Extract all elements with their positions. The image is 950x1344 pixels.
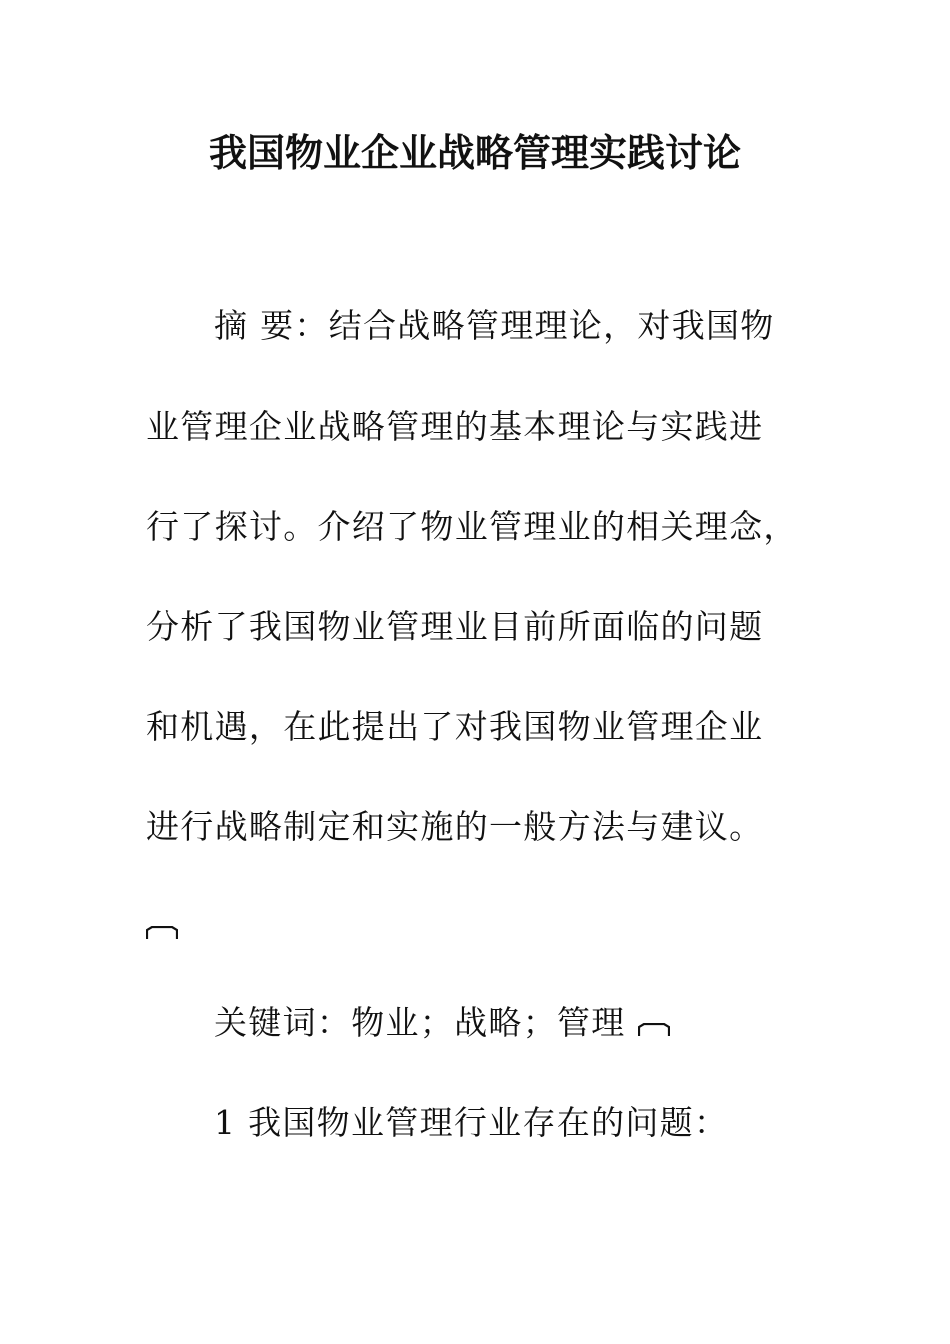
abstract-line-5: 和机遇，在此提出了对我国物业管理企业 bbox=[146, 707, 764, 746]
abstract-line-4: 分析了我国物业管理业目前所面临的问题 bbox=[146, 607, 764, 646]
abstract-line-3: 行了探讨。介绍了物业管理业的相关理念， bbox=[146, 507, 798, 546]
paragraph-mark-icon bbox=[638, 1023, 668, 1037]
keywords-line: 关键词：物业；战略；管理 bbox=[214, 1003, 626, 1042]
abstract-line-1: 摘 要：结合战略管理理论，对我国物 bbox=[214, 306, 775, 345]
document-title: 我国物业企业战略管理实践讨论 bbox=[208, 130, 741, 175]
abstract-line-2: 业管理企业战略管理的基本理论与实践进 bbox=[146, 407, 764, 446]
section-heading: 1 我国物业管理行业存在的问题： bbox=[214, 1103, 729, 1142]
abstract-line-6: 进行战略制定和实施的一般方法与建议。 bbox=[146, 807, 764, 846]
paragraph-mark-icon bbox=[146, 926, 176, 940]
